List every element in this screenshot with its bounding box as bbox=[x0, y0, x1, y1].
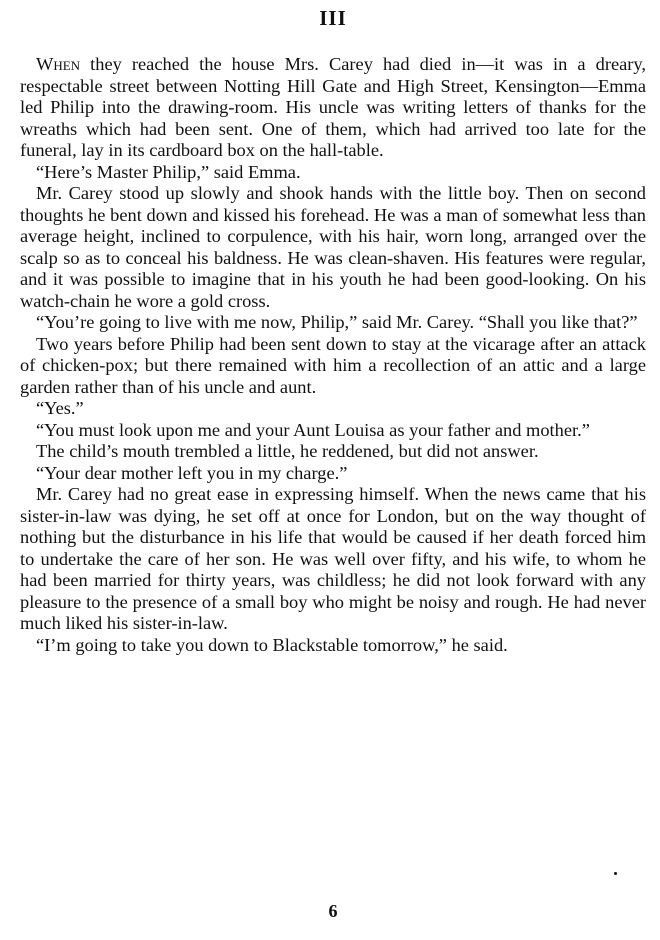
book-page bbox=[20, 0, 646, 940]
paragraph-1 bbox=[20, 54, 646, 162]
paragraph-text: they reached the house Mrs. Carey had died in—it was in a dreary, respectable street between Notting Hill Gate and High Street, Kensington—Emma led Philip into the drawing-room. His uncle was writing letters of thanks for the wreaths which had been sent. One of them, which had arrived too late for the funeral, lay in its cardboard box on the hall-table. bbox=[20, 54, 646, 160]
paragraph-6: “Yes.” bbox=[36, 398, 84, 418]
paragraph-8: The child’s mouth trembled a little, he reddened, but did not answer. bbox=[36, 441, 539, 461]
paragraph-11: “I’m going to take you down to Blackstable tomorrow,” he said. bbox=[36, 634, 508, 655]
paragraph-lead-word: When bbox=[36, 54, 81, 74]
paragraph-2: “Here’s Master Philip,” said Emma. bbox=[36, 161, 301, 182]
paragraph-10: Mr. Carey had no great ease in expressing himself. When the news came that his sister-in-law was dying, he set off at once for London, but on the way thought of nothing but the disturbance in his life that would be caused if her death forced him to undertake the care of her son. He was well over fifty, and his wife, to whom he had been married for thirty years, was childless; he did not look forward with any pleasure to the presence of a small boy who might be noisy and rough. He had never much liked his sister-in-law. bbox=[20, 484, 646, 633]
paragraph-4: “You’re going to live with me now, Philip,” said Mr. Carey. “Shall you like that?” bbox=[36, 312, 638, 332]
page-number: 6 bbox=[328, 901, 338, 921]
chapter-heading: III bbox=[319, 6, 347, 30]
ink-speck bbox=[614, 872, 617, 875]
paragraph-3: Mr. Carey stood up slowly and shook hands with the little boy. Then on second thoughts he bent down and kissed his forehead. He was a man of somewhat less than average height, inclined to corpulence, with his hair, worn long, arranged over the scalp so as to conceal his baldness. He was clean-shaven. His features were regular, and it was possible to imagine that in his youth he had been good-looking. On his watch-chain he wore a gold cross. bbox=[20, 183, 646, 311]
paragraph-7: “You must look upon me and your Aunt Louisa as your father and mother.” bbox=[36, 419, 590, 440]
chapter-body bbox=[20, 54, 646, 656]
paragraph-5: Two years before Philip had been sent down to stay at the vicarage after an attack of chicken-pox; but there remained with him a recollection of an attic and a large garden rather than of his uncle and aunt. bbox=[20, 333, 646, 397]
paragraph-9: “Your dear mother left you in my charge.” bbox=[36, 462, 348, 483]
